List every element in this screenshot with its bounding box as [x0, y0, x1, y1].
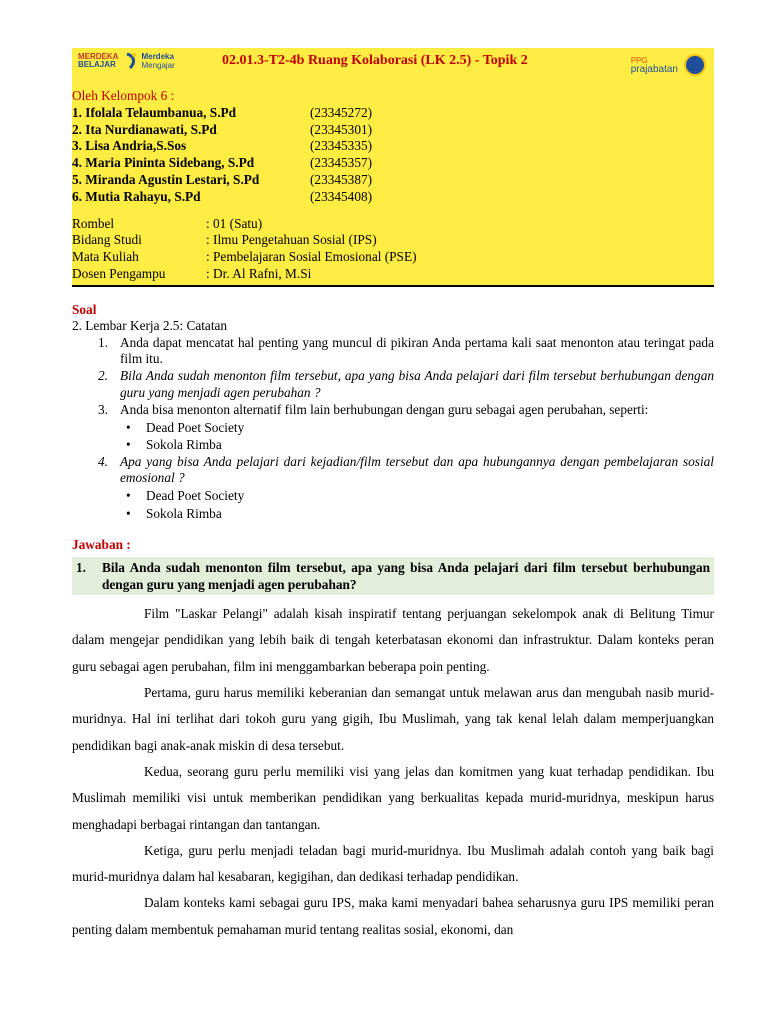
member-nim: (23345387) — [310, 171, 373, 187]
member-name: 2. Ita Nurdianawati, S.Pd — [72, 121, 217, 137]
member-name: 6. Mutia Rahayu, S.Pd — [72, 188, 201, 204]
film-list-item — [72, 505, 714, 523]
member-list — [72, 105, 714, 206]
answer-question — [72, 557, 714, 595]
soal-intro: 2. Lembar Kerja 2.5: Catatan — [72, 317, 228, 333]
info-value: : Ilmu Pengetahuan Sosial (IPS) — [206, 232, 377, 248]
logo-text-1: MERDEKA — [78, 52, 119, 61]
answer-question-text: Bila Anda sudah menonton film tersebut, apa yang bisa Anda pelajari dari film tersebut berhubungan dengan guru yang menjadi agen perubahan? — [102, 560, 710, 593]
member-nim: (23345335) — [310, 138, 373, 154]
answer-paragraph: Pertama, guru harus memiliki keberanian dan semangat untuk melawan arus dan mengubah nasib murid-muridnya. Hal ini terlihat dari tokoh guru yang gigih, Ibu Muslimah, yang tak kenal lelah dalam memperjuangkan pendidikan bagi anak-anak miskin di desa tersebut. — [72, 685, 714, 753]
member-nim: (23345408) — [310, 188, 373, 204]
question-text: Bila Anda sudah menonton film tersebut, apa yang bisa Anda pelajari dari film tersebut berhubungan dengan guru yang menjadi agen perubahan ? — [120, 368, 714, 400]
member-name: 5. Miranda Agustin Lestari, S.Pd — [72, 171, 260, 187]
group-heading: Oleh Kelompok 6 : — [72, 88, 175, 103]
info-table — [72, 216, 714, 283]
header-row — [72, 48, 714, 88]
info-label: Rombel — [72, 215, 115, 231]
info-value: : 01 (Satu) — [206, 215, 263, 231]
member-nim: (23345272) — [310, 104, 373, 120]
film-list-item — [72, 419, 714, 437]
info-row — [72, 266, 714, 283]
member-row — [72, 122, 714, 139]
logo-text-2: BELAJAR — [78, 60, 116, 69]
member-row — [72, 155, 714, 172]
film-title: Dead Poet Society — [146, 419, 245, 435]
document-title: 02.01.3-T2-4b Ruang Kolaborasi (LK 2.5) - Topik 2 — [222, 53, 528, 68]
ppg-prajabatan-logo — [631, 56, 678, 74]
logo-text-3: Merdeka — [141, 52, 174, 61]
merdeka-mengajar-icon — [124, 52, 138, 70]
question-text: Apa yang bisa Anda pelajari dari kejadian/film tersebut dan apa hubungannya dengan pembelajaran sosial emosional ? — [120, 453, 714, 486]
logo-text-6: prajabatan — [630, 64, 678, 75]
answer-paragraph: Ketiga, guru perlu menjadi teladan bagi murid-muridnya. Ibu Muslimah adalah contoh yang baik bagi murid-muridnya dalam hal kesabaran, kegigihan, dan dedikasi terhadap pendidikan. — [72, 842, 714, 885]
info-value: : Pembelajaran Sosial Emosional (PSE) — [206, 249, 417, 265]
question-item — [72, 454, 714, 488]
answer-paragraph: Dalam konteks kami sebagai guru IPS, maka kami menyadari bahea seharusnya guru IPS memiliki peran penting dalam membentuk pemahaman murid tentang realitas sosial, ekonomi, dan — [72, 895, 714, 937]
film-title: Dead Poet Society — [146, 488, 245, 504]
question-number: 4. — [98, 453, 108, 469]
member-nim: (23345357) — [310, 155, 373, 171]
info-label: Mata Kuliah — [72, 249, 139, 265]
spacer — [72, 522, 714, 536]
logo-right — [631, 54, 706, 76]
header-block — [72, 48, 714, 287]
jawaban-title: Jawaban : — [72, 537, 131, 553]
question-item — [72, 368, 714, 402]
film-title: Sokola Rimba — [146, 437, 222, 453]
info-label: Bidang Studi — [72, 232, 142, 248]
logo-text-4: Mengajar — [141, 61, 175, 70]
bullet-icon: • — [126, 505, 131, 521]
member-name: 4. Maria Pininta Sidebang, S.Pd — [72, 155, 255, 171]
logo-text-5: PPG — [630, 56, 648, 65]
question-text: Anda dapat mencatat hal penting yang muncul di pikiran Anda pertama kali saat menonton atau teringat pada film itu. — [120, 334, 714, 367]
bullet-icon: • — [126, 419, 131, 435]
film-title: Sokola Rimba — [146, 505, 222, 521]
bullet-icon: • — [126, 437, 131, 453]
question-number: 3. — [98, 401, 108, 417]
member-row — [72, 189, 714, 206]
question-text: Anda bisa menonton alternatif film lain berhubungan dengan guru sebagai agen perubahan, seperti: — [120, 401, 649, 417]
merdeka-belajar-logo — [78, 53, 118, 69]
film-list-item — [72, 487, 714, 505]
member-row — [72, 138, 714, 155]
info-value: : Dr. Al Rafni, M.Si — [206, 265, 312, 281]
answer-paragraph: Kedua, seorang guru perlu memiliki visi yang jelas dan komitmen yang kuat terhadap pendidikan. Ibu Muslimah memiliki visi untuk memberikan pendidikan yang berkualitas kepada murid-muridnya, meskipun harus menghadapi berbagai rintangan dan tantangan. — [72, 763, 714, 832]
info-row — [72, 232, 714, 249]
question-number: 2. — [98, 368, 108, 384]
spacer — [72, 287, 714, 301]
merdeka-mengajar-logo — [124, 52, 174, 70]
member-name: 1. Ifolala Telaumbanua, S.Pd — [72, 104, 237, 120]
question-item — [72, 335, 714, 369]
member-row — [72, 105, 714, 122]
info-label: Dosen Pengampu — [72, 265, 166, 281]
tut-wuri-handayani-icon — [684, 54, 706, 76]
soal-title: Soal — [72, 301, 97, 317]
film-list-item — [72, 436, 714, 454]
logo-left — [78, 52, 175, 70]
question-item — [72, 402, 714, 419]
answer-number: 1. — [76, 560, 86, 576]
member-row — [72, 172, 714, 189]
member-name: 3. Lisa Andria,S.Sos — [72, 138, 187, 154]
answer-paragraph: Film "Laskar Pelangi" adalah kisah inspiratif tentang perjuangan sekelompok anak di Belitung Timur dalam mengejar pendidikan yang lebih baik di tengah keterbatasan ekonomi dan infrastruktur. Dalam konteks peran guru sebagai agen perubahan, film ini menggambarkan beberapa poin penting. — [72, 606, 714, 674]
question-number: 1. — [98, 334, 108, 350]
bullet-icon: • — [126, 488, 131, 504]
spacer — [72, 206, 714, 216]
document-page — [72, 48, 714, 943]
member-nim: (23345301) — [310, 121, 373, 137]
info-row — [72, 249, 714, 266]
info-row — [72, 216, 714, 233]
